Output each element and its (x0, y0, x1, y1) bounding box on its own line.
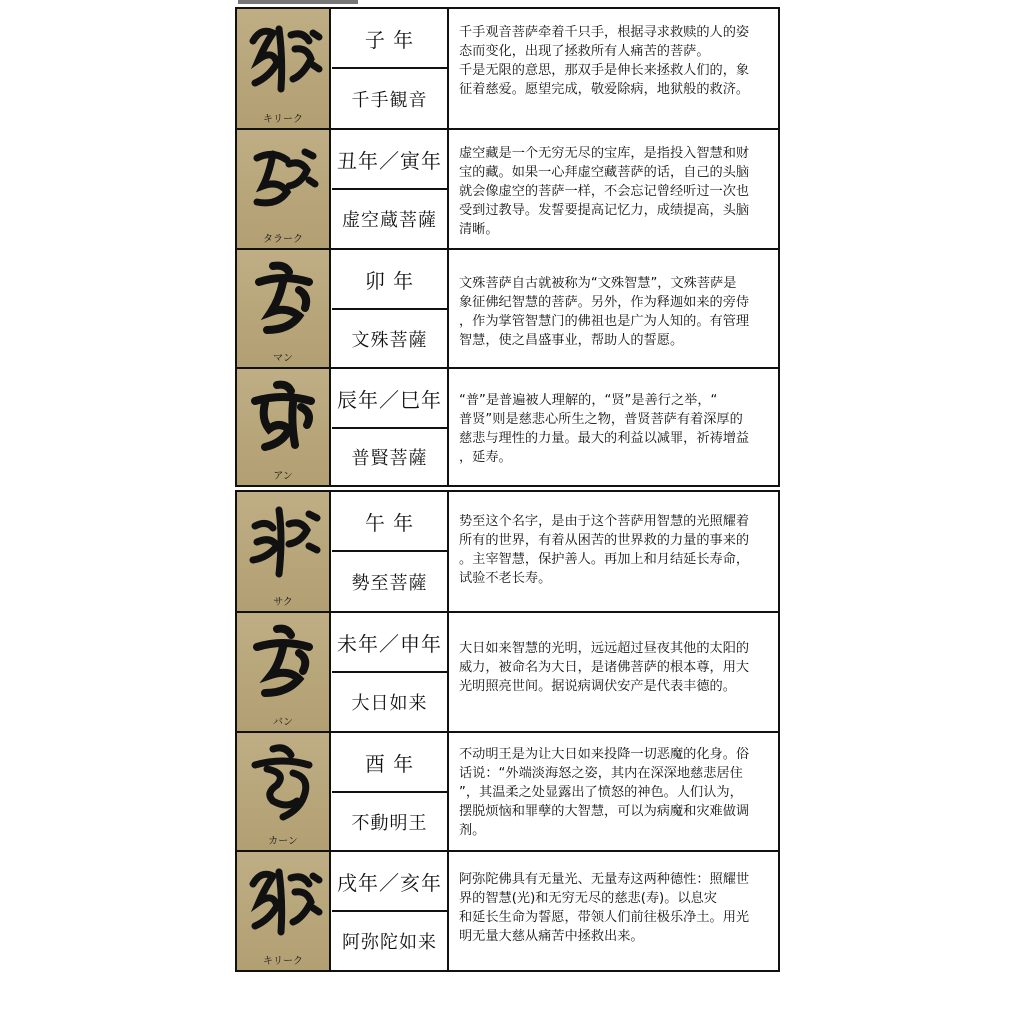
glyph-reading: アン (273, 471, 293, 482)
deity-description: 势至这个名字，是由于这个菩萨用智慧的光照耀着 所有的世界，有着从困苦的世界救的力量的事来的 。主宰智慧，保护善人。再加上和月结延长寿命， 试验不老长寿。 (459, 514, 750, 586)
sanskrit-seed-glyph (237, 130, 331, 248)
sanskrit-seed-glyph (237, 369, 331, 485)
taraku-seed-icon (243, 140, 325, 220)
sanskrit-seed-glyph (237, 733, 331, 850)
glyph-reading: マン (273, 353, 293, 364)
sanskrit-seed-glyph (237, 613, 331, 731)
deity-description: 虚空藏是一个无穷无尽的宝库，是指投入智慧和财 宝的藏。如果一心拜虚空藏菩萨的话，自己的头脑 就会像虚空的菩萨一样，不会忘记曾经听过一次也 受到过教导。发誓要提高记忆力，成绩提高，头脑 清晰。 (459, 146, 750, 237)
guardian-deity: 阿弥陀如来 (332, 912, 449, 970)
an-seed-icon (243, 379, 325, 459)
table-row (237, 369, 778, 485)
glyph-reading: サク (273, 597, 293, 608)
deity-description: 千手观音菩萨牵着千只手，根据寻求救赎的人的姿 态而变化，出现了拯救所有人痛苦的菩萨。 千是无限的意思，那双手是伸长来拯救人们的，象 征着慈爱。愿望完成，敬爱除病，地狱般的救济。 (459, 25, 750, 97)
saku-seed-icon (243, 502, 325, 582)
zodiac-year: 丑年／寅年 (332, 130, 449, 190)
sanskrit-seed-glyph (237, 492, 331, 611)
sanskrit-seed-glyph (237, 250, 331, 367)
ban-seed-icon (243, 623, 325, 703)
sanskrit-seed-glyph (237, 852, 331, 970)
sanskrit-seed-glyph (237, 9, 331, 128)
zodiac-year: 子 年 (332, 9, 449, 69)
kiriku-seed-icon (243, 19, 325, 99)
table-row (237, 613, 778, 731)
deity-description: 大日如来智慧的光明，远远超过昼夜其他的太阳的 威力，被命名为大日，是诸佛菩萨的根本尊，用大 光明照亮世间。据说病调伏安产是代表丰德的。 (459, 641, 750, 694)
guardian-deity: 文殊菩薩 (332, 310, 449, 367)
man-seed-icon (243, 260, 325, 340)
kan-seed-icon (243, 743, 325, 823)
deity-description: 阿弥陀佛具有无量光、无量寿这两种德性：照耀世 界的智慧(光)和无穷无尽的慈悲(寿)。以息灾 和延长生命为誓愿，带领人们前往极乐净土。用光 明无量大慈从痛苦中拯救出来。 (459, 872, 750, 944)
deity-description: “普”是普遍被人理解的，“贤”是善行之举，“ 普贤”则是慈悲心所生之物，普贤菩萨有着深厚的 慈悲与理性的力量。最大的利益以减罪，祈祷增益 ，延寿。 (459, 393, 750, 465)
table-row (237, 250, 778, 367)
glyph-reading: バン (273, 717, 293, 728)
zodiac-year: 戌年／亥年 (332, 852, 449, 912)
guardian-deity: 不動明王 (332, 793, 449, 850)
glyph-reading: キリーク (263, 956, 303, 967)
deity-description: 文殊菩萨自古就被称为“文殊智慧”，文殊菩萨是 象征佛纪智慧的菩萨。另外，作为释迦如来的旁侍 ，作为掌管智慧门的佛祖也是广为人知的。有管理 智慧，使之昌盛事业，帮助人的誓愿。 (459, 276, 750, 348)
glyph-reading: キリーク (263, 114, 303, 125)
cropped-header-fragment (238, 0, 358, 4)
guardian-deity: 大日如来 (332, 673, 449, 731)
glyph-reading: カーン (268, 836, 298, 847)
zodiac-year: 午 年 (332, 492, 449, 552)
table-row (237, 130, 778, 248)
table-row (237, 733, 778, 850)
deity-description: 不动明王是为让大日如来投降一切恶魔的化身。俗 话说：“外端淡海怒之姿，其内在深深地慈悲居住 ”，其温柔之处显露出了愤怒的神色。人们认为， 摆脱烦恼和罪孽的大智慧，可以为病魔和灾难做调 剂。 (459, 747, 750, 838)
guardian-deity: 普賢菩薩 (332, 429, 449, 485)
guardian-deity: 虚空蔵菩薩 (332, 190, 449, 248)
zodiac-year: 未年／申年 (332, 613, 449, 673)
glyph-reading: タラーク (263, 234, 303, 245)
kiriku-seed-icon (243, 862, 325, 942)
guardian-deity: 勢至菩薩 (332, 552, 449, 611)
zodiac-year: 酉 年 (332, 733, 449, 793)
zodiac-year: 辰年／巳年 (332, 369, 449, 429)
zodiac-year: 卯 年 (332, 250, 449, 310)
zodiac-table-lower (235, 490, 780, 972)
guardian-deity: 千手観音 (332, 69, 449, 128)
zodiac-table-upper (235, 7, 780, 487)
table-row (237, 9, 778, 128)
table-row (237, 492, 778, 611)
table-row (237, 852, 778, 970)
